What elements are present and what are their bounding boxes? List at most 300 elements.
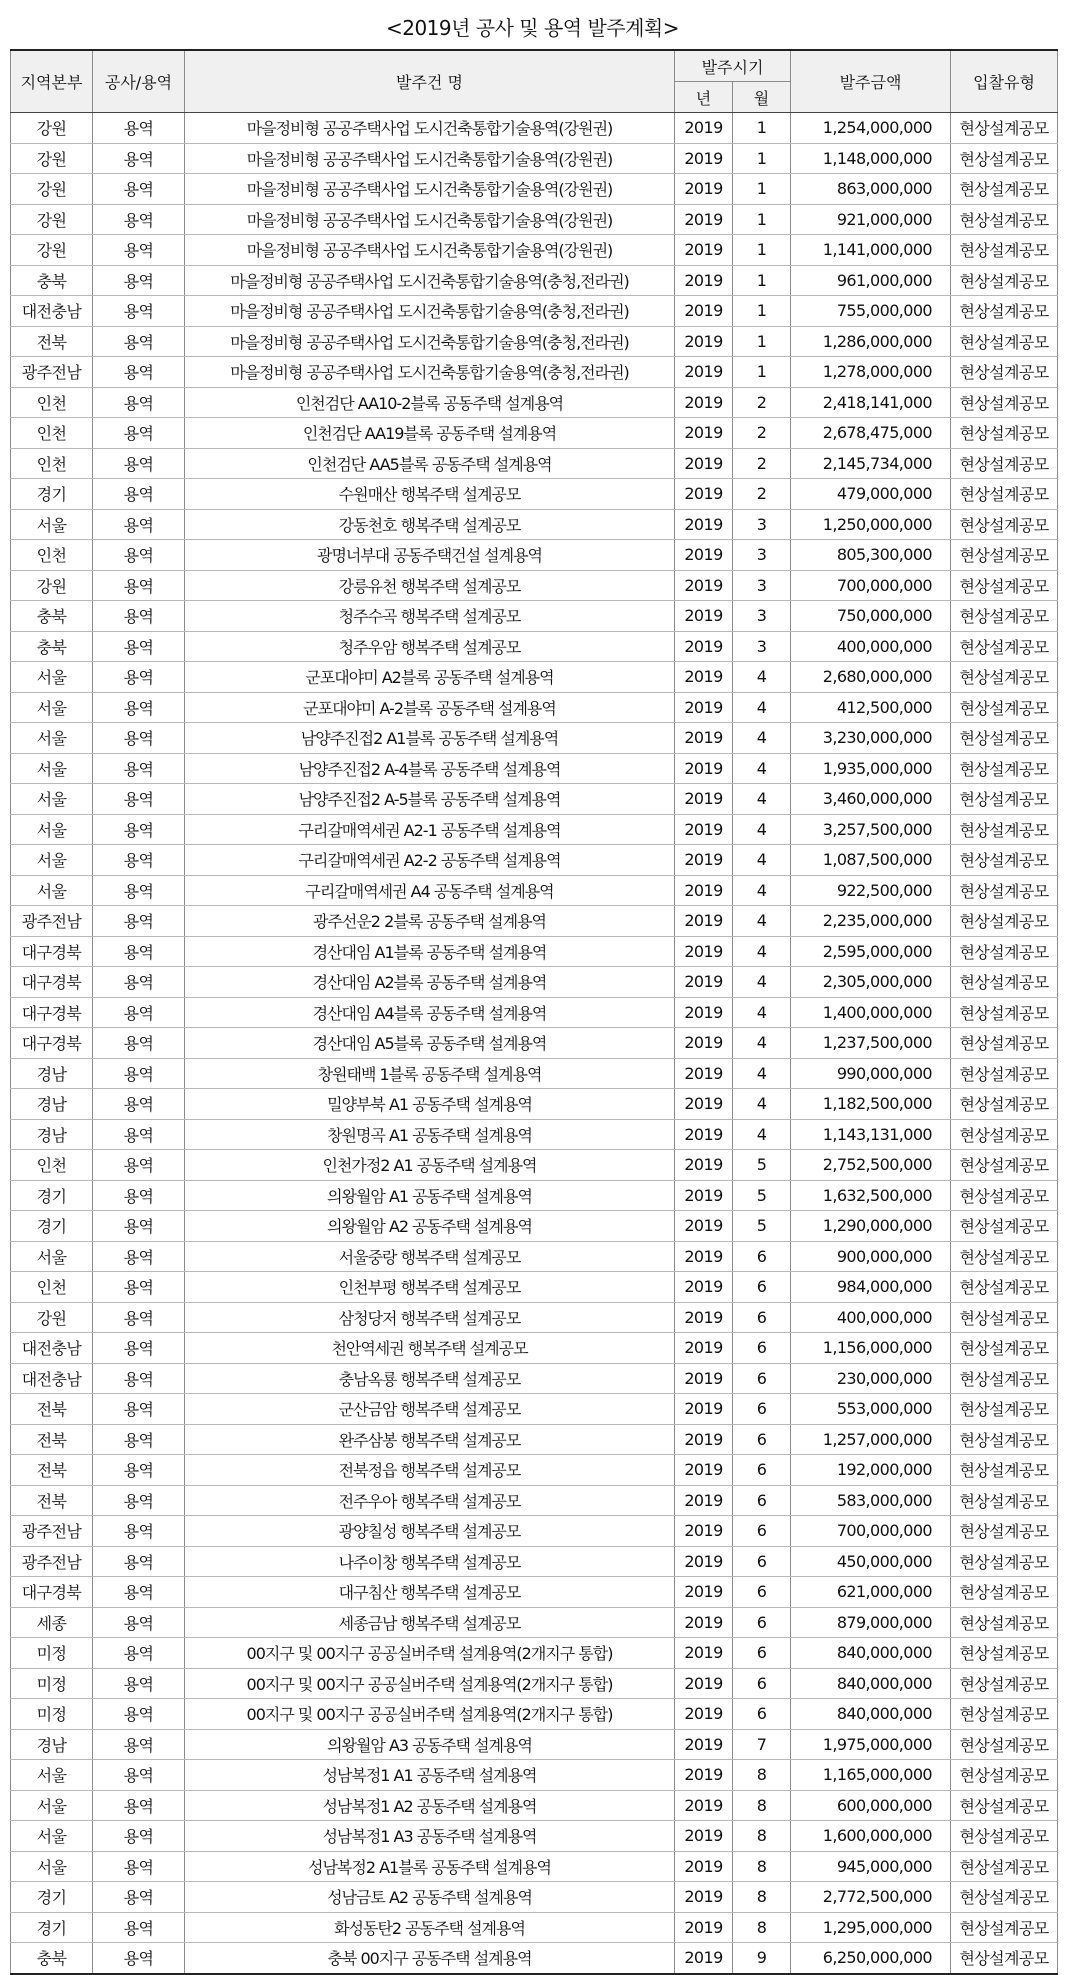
cell-year: 2019 xyxy=(675,174,733,205)
cell-amount: 3,230,000,000 xyxy=(791,723,951,754)
cell-region: 서울 xyxy=(11,723,93,754)
header-region: 지역본부 xyxy=(11,50,93,113)
cell-kind: 용역 xyxy=(93,1058,185,1089)
cell-month: 2 xyxy=(733,418,791,449)
cell-name: 남양주진접2 A-4블록 공동주택 설계용역 xyxy=(185,753,675,784)
cell-region: 서울 xyxy=(11,662,93,693)
cell-month: 4 xyxy=(733,1058,791,1089)
cell-bid-type: 현상설계공모 xyxy=(951,814,1058,845)
cell-name: 군포대야미 A2블록 공동주택 설계용역 xyxy=(185,662,675,693)
cell-year: 2019 xyxy=(675,936,733,967)
cell-year: 2019 xyxy=(675,235,733,266)
cell-amount: 1,237,500,000 xyxy=(791,1028,951,1059)
cell-bid-type: 현상설계공모 xyxy=(951,204,1058,235)
cell-kind: 용역 xyxy=(93,1638,185,1669)
cell-name: 의왕월암 A3 공동주택 설계용역 xyxy=(185,1729,675,1760)
cell-kind: 용역 xyxy=(93,418,185,449)
cell-month: 6 xyxy=(733,1577,791,1608)
cell-year: 2019 xyxy=(675,967,733,998)
cell-amount: 2,678,475,000 xyxy=(791,418,951,449)
cell-month: 6 xyxy=(733,1455,791,1486)
cell-name: 화성동탄2 공동주택 설계용역 xyxy=(185,1912,675,1943)
cell-amount: 583,000,000 xyxy=(791,1485,951,1516)
cell-bid-type: 현상설계공모 xyxy=(951,1302,1058,1333)
cell-month: 1 xyxy=(733,204,791,235)
cell-amount: 1,935,000,000 xyxy=(791,753,951,784)
cell-amount: 863,000,000 xyxy=(791,174,951,205)
table-row xyxy=(11,1363,1058,1394)
cell-region: 서울 xyxy=(11,753,93,784)
cell-year: 2019 xyxy=(675,1150,733,1181)
table-row xyxy=(11,1668,1058,1699)
cell-name: 00지구 및 00지구 공공실버주택 설계용역(2개지구 통합) xyxy=(185,1638,675,1669)
cell-amount: 922,500,000 xyxy=(791,875,951,906)
cell-month: 7 xyxy=(733,1729,791,1760)
cell-year: 2019 xyxy=(675,1180,733,1211)
cell-region: 대전충남 xyxy=(11,1333,93,1364)
cell-name: 마을정비형 공공주택사업 도시건축통합기술용역(충청,전라권) xyxy=(185,265,675,296)
cell-region: 전북 xyxy=(11,1424,93,1455)
cell-name: 인천검단 AA19블록 공동주택 설계용역 xyxy=(185,418,675,449)
cell-region: 인천 xyxy=(11,1272,93,1303)
table-row xyxy=(11,1302,1058,1333)
table-row xyxy=(11,1577,1058,1608)
cell-month: 6 xyxy=(733,1363,791,1394)
cell-name: 경산대임 A5블록 공동주택 설계용역 xyxy=(185,1028,675,1059)
cell-year: 2019 xyxy=(675,845,733,876)
cell-year: 2019 xyxy=(675,448,733,479)
cell-year: 2019 xyxy=(675,113,733,144)
cell-name: 군산금암 행복주택 설계공모 xyxy=(185,1394,675,1425)
cell-amount: 400,000,000 xyxy=(791,631,951,662)
cell-name: 마을정비형 공공주택사업 도시건축통합기술용역(충청,전라권) xyxy=(185,357,675,388)
cell-region: 강원 xyxy=(11,235,93,266)
cell-month: 8 xyxy=(733,1790,791,1821)
cell-amount: 230,000,000 xyxy=(791,1363,951,1394)
cell-month: 4 xyxy=(733,875,791,906)
cell-bid-type: 현상설계공모 xyxy=(951,1943,1058,1974)
cell-amount: 900,000,000 xyxy=(791,1241,951,1272)
cell-year: 2019 xyxy=(675,1394,733,1425)
cell-bid-type: 현상설계공모 xyxy=(951,113,1058,144)
cell-bid-type: 현상설계공모 xyxy=(951,326,1058,357)
cell-name: 천안역세권 행복주택 설계공모 xyxy=(185,1333,675,1364)
cell-month: 6 xyxy=(733,1424,791,1455)
cell-bid-type: 현상설계공모 xyxy=(951,1333,1058,1364)
cell-name: 인천검단 AA10-2블록 공동주택 설계용역 xyxy=(185,387,675,418)
header-amount: 발주금액 xyxy=(791,50,951,113)
cell-kind: 용역 xyxy=(93,936,185,967)
cell-amount: 192,000,000 xyxy=(791,1455,951,1486)
cell-kind: 용역 xyxy=(93,113,185,144)
cell-name: 인천가정2 A1 공동주택 설계용역 xyxy=(185,1150,675,1181)
cell-name: 강릉유천 행복주택 설계공모 xyxy=(185,570,675,601)
cell-kind: 용역 xyxy=(93,1180,185,1211)
cell-bid-type: 현상설계공모 xyxy=(951,1119,1058,1150)
cell-region: 서울 xyxy=(11,1760,93,1791)
table-row xyxy=(11,143,1058,174)
cell-region: 경기 xyxy=(11,1912,93,1943)
cell-kind: 용역 xyxy=(93,1577,185,1608)
cell-amount: 750,000,000 xyxy=(791,601,951,632)
cell-year: 2019 xyxy=(675,1211,733,1242)
table-row xyxy=(11,387,1058,418)
cell-bid-type: 현상설계공모 xyxy=(951,967,1058,998)
cell-region: 강원 xyxy=(11,570,93,601)
table-row xyxy=(11,418,1058,449)
cell-name: 광주선운2 2블록 공동주택 설계용역 xyxy=(185,906,675,937)
cell-year: 2019 xyxy=(675,570,733,601)
cell-kind: 용역 xyxy=(93,997,185,1028)
cell-year: 2019 xyxy=(675,1729,733,1760)
cell-bid-type: 현상설계공모 xyxy=(951,1546,1058,1577)
cell-bid-type: 현상설계공모 xyxy=(951,692,1058,723)
cell-year: 2019 xyxy=(675,1943,733,1974)
cell-amount: 961,000,000 xyxy=(791,265,951,296)
cell-month: 4 xyxy=(733,1089,791,1120)
cell-bid-type: 현상설계공모 xyxy=(951,1577,1058,1608)
cell-year: 2019 xyxy=(675,1363,733,1394)
cell-kind: 용역 xyxy=(93,723,185,754)
cell-amount: 1,156,000,000 xyxy=(791,1333,951,1364)
cell-amount: 1,087,500,000 xyxy=(791,845,951,876)
cell-month: 4 xyxy=(733,753,791,784)
table-row xyxy=(11,1424,1058,1455)
cell-year: 2019 xyxy=(675,1424,733,1455)
cell-month: 6 xyxy=(733,1699,791,1730)
cell-kind: 용역 xyxy=(93,1516,185,1547)
cell-name: 나주이창 행복주택 설계공모 xyxy=(185,1546,675,1577)
cell-month: 5 xyxy=(733,1150,791,1181)
cell-amount: 1,141,000,000 xyxy=(791,235,951,266)
cell-year: 2019 xyxy=(675,1760,733,1791)
cell-month: 4 xyxy=(733,1119,791,1150)
cell-region: 인천 xyxy=(11,387,93,418)
table-row xyxy=(11,1882,1058,1913)
cell-bid-type: 현상설계공모 xyxy=(951,997,1058,1028)
cell-name: 청주수곡 행복주택 설계공모 xyxy=(185,601,675,632)
table-row xyxy=(11,1333,1058,1364)
cell-region: 서울 xyxy=(11,1851,93,1882)
cell-region: 광주전남 xyxy=(11,357,93,388)
cell-amount: 879,000,000 xyxy=(791,1607,951,1638)
cell-amount: 1,290,000,000 xyxy=(791,1211,951,1242)
cell-amount: 1,182,500,000 xyxy=(791,1089,951,1120)
cell-bid-type: 현상설계공모 xyxy=(951,753,1058,784)
table-row xyxy=(11,265,1058,296)
cell-bid-type: 현상설계공모 xyxy=(951,387,1058,418)
cell-amount: 2,305,000,000 xyxy=(791,967,951,998)
table-row xyxy=(11,1821,1058,1852)
cell-amount: 1,257,000,000 xyxy=(791,1424,951,1455)
cell-year: 2019 xyxy=(675,357,733,388)
cell-month: 6 xyxy=(733,1516,791,1547)
cell-kind: 용역 xyxy=(93,753,185,784)
cell-kind: 용역 xyxy=(93,1668,185,1699)
cell-kind: 용역 xyxy=(93,1241,185,1272)
cell-year: 2019 xyxy=(675,662,733,693)
cell-name: 전주우아 행복주택 설계공모 xyxy=(185,1485,675,1516)
table-row xyxy=(11,692,1058,723)
cell-kind: 용역 xyxy=(93,235,185,266)
cell-region: 서울 xyxy=(11,784,93,815)
cell-year: 2019 xyxy=(675,1821,733,1852)
table-row xyxy=(11,1912,1058,1943)
cell-name: 마을정비형 공공주택사업 도시건축통합기술용역(충청,전라권) xyxy=(185,326,675,357)
table-row xyxy=(11,326,1058,357)
cell-region: 서울 xyxy=(11,875,93,906)
cell-region: 미정 xyxy=(11,1699,93,1730)
table-row xyxy=(11,113,1058,144)
cell-year: 2019 xyxy=(675,1577,733,1608)
cell-region: 대구경북 xyxy=(11,1028,93,1059)
cell-region: 경기 xyxy=(11,1180,93,1211)
cell-month: 4 xyxy=(733,967,791,998)
cell-name: 마을정비형 공공주택사업 도시건축통합기술용역(강원권) xyxy=(185,143,675,174)
cell-month: 6 xyxy=(733,1333,791,1364)
cell-name: 청주우암 행복주택 설계공모 xyxy=(185,631,675,662)
cell-month: 8 xyxy=(733,1760,791,1791)
cell-region: 강원 xyxy=(11,174,93,205)
cell-name: 성남복정2 A1블록 공동주택 설계용역 xyxy=(185,1851,675,1882)
cell-amount: 2,772,500,000 xyxy=(791,1882,951,1913)
table-row xyxy=(11,1150,1058,1181)
header-name: 발주건 명 xyxy=(185,50,675,113)
table-row xyxy=(11,1058,1058,1089)
cell-amount: 840,000,000 xyxy=(791,1668,951,1699)
cell-month: 3 xyxy=(733,509,791,540)
cell-name: 구리갈매역세권 A2-1 공동주택 설계용역 xyxy=(185,814,675,845)
cell-bid-type: 현상설계공모 xyxy=(951,143,1058,174)
cell-kind: 용역 xyxy=(93,1790,185,1821)
cell-kind: 용역 xyxy=(93,1607,185,1638)
cell-kind: 용역 xyxy=(93,326,185,357)
cell-amount: 479,000,000 xyxy=(791,479,951,510)
cell-amount: 2,145,734,000 xyxy=(791,448,951,479)
cell-year: 2019 xyxy=(675,1028,733,1059)
cell-bid-type: 현상설계공모 xyxy=(951,1394,1058,1425)
cell-bid-type: 현상설계공모 xyxy=(951,601,1058,632)
cell-year: 2019 xyxy=(675,509,733,540)
cell-region: 충북 xyxy=(11,265,93,296)
cell-name: 충남옥룡 행복주택 설계공모 xyxy=(185,1363,675,1394)
cell-year: 2019 xyxy=(675,1912,733,1943)
cell-year: 2019 xyxy=(675,143,733,174)
cell-name: 마을정비형 공공주택사업 도시건축통합기술용역(강원권) xyxy=(185,113,675,144)
cell-kind: 용역 xyxy=(93,906,185,937)
cell-month: 2 xyxy=(733,448,791,479)
cell-kind: 용역 xyxy=(93,204,185,235)
cell-bid-type: 현상설계공모 xyxy=(951,1821,1058,1852)
cell-year: 2019 xyxy=(675,723,733,754)
table-row xyxy=(11,1394,1058,1425)
cell-region: 대전충남 xyxy=(11,296,93,327)
cell-month: 4 xyxy=(733,723,791,754)
cell-month: 5 xyxy=(733,1211,791,1242)
cell-month: 2 xyxy=(733,387,791,418)
cell-month: 1 xyxy=(733,296,791,327)
cell-region: 미정 xyxy=(11,1668,93,1699)
cell-kind: 용역 xyxy=(93,357,185,388)
cell-month: 4 xyxy=(733,784,791,815)
cell-region: 광주전남 xyxy=(11,906,93,937)
cell-region: 경남 xyxy=(11,1729,93,1760)
table-row xyxy=(11,662,1058,693)
cell-bid-type: 현상설계공모 xyxy=(951,1516,1058,1547)
table-row xyxy=(11,479,1058,510)
cell-month: 6 xyxy=(733,1607,791,1638)
cell-amount: 6,250,000,000 xyxy=(791,1943,951,1974)
cell-bid-type: 현상설계공모 xyxy=(951,1485,1058,1516)
cell-amount: 984,000,000 xyxy=(791,1272,951,1303)
cell-name: 00지구 및 00지구 공공실버주택 설계용역(2개지구 통합) xyxy=(185,1668,675,1699)
cell-bid-type: 현상설계공모 xyxy=(951,1150,1058,1181)
cell-amount: 1,600,000,000 xyxy=(791,1821,951,1852)
cell-kind: 용역 xyxy=(93,1821,185,1852)
cell-year: 2019 xyxy=(675,1485,733,1516)
cell-amount: 1,286,000,000 xyxy=(791,326,951,357)
cell-amount: 2,595,000,000 xyxy=(791,936,951,967)
cell-kind: 용역 xyxy=(93,448,185,479)
cell-region: 인천 xyxy=(11,540,93,571)
cell-name: 경산대임 A2블록 공동주택 설계용역 xyxy=(185,967,675,998)
cell-bid-type: 현상설계공모 xyxy=(951,723,1058,754)
cell-bid-type: 현상설계공모 xyxy=(951,1211,1058,1242)
cell-amount: 1,148,000,000 xyxy=(791,143,951,174)
cell-amount: 1,295,000,000 xyxy=(791,1912,951,1943)
cell-name: 의왕월암 A2 공동주택 설계용역 xyxy=(185,1211,675,1242)
table-row xyxy=(11,1729,1058,1760)
cell-name: 의왕월암 A1 공동주택 설계용역 xyxy=(185,1180,675,1211)
cell-amount: 400,000,000 xyxy=(791,1302,951,1333)
cell-bid-type: 현상설계공모 xyxy=(951,1882,1058,1913)
cell-month: 4 xyxy=(733,1028,791,1059)
cell-name: 삼청당저 행복주택 설계공모 xyxy=(185,1302,675,1333)
cell-month: 4 xyxy=(733,845,791,876)
cell-bid-type: 현상설계공모 xyxy=(951,1607,1058,1638)
cell-region: 서울 xyxy=(11,1241,93,1272)
cell-amount: 1,254,000,000 xyxy=(791,113,951,144)
cell-region: 세종 xyxy=(11,1607,93,1638)
table-row xyxy=(11,845,1058,876)
cell-amount: 2,680,000,000 xyxy=(791,662,951,693)
cell-kind: 용역 xyxy=(93,631,185,662)
cell-month: 3 xyxy=(733,631,791,662)
cell-year: 2019 xyxy=(675,296,733,327)
cell-kind: 용역 xyxy=(93,174,185,205)
cell-year: 2019 xyxy=(675,814,733,845)
table-row xyxy=(11,1180,1058,1211)
cell-region: 대구경북 xyxy=(11,997,93,1028)
table-row xyxy=(11,1272,1058,1303)
cell-amount: 921,000,000 xyxy=(791,204,951,235)
cell-name: 창원명곡 A1 공동주택 설계용역 xyxy=(185,1119,675,1150)
cell-year: 2019 xyxy=(675,326,733,357)
cell-bid-type: 현상설계공모 xyxy=(951,1729,1058,1760)
cell-bid-type: 현상설계공모 xyxy=(951,235,1058,266)
cell-year: 2019 xyxy=(675,387,733,418)
table-row xyxy=(11,906,1058,937)
cell-region: 대구경북 xyxy=(11,936,93,967)
header-kind: 공사/용역 xyxy=(93,50,185,113)
cell-bid-type: 현상설계공모 xyxy=(951,1668,1058,1699)
cell-region: 인천 xyxy=(11,1150,93,1181)
cell-bid-type: 현상설계공모 xyxy=(951,784,1058,815)
cell-year: 2019 xyxy=(675,1333,733,1364)
cell-year: 2019 xyxy=(675,692,733,723)
cell-bid-type: 현상설계공모 xyxy=(951,265,1058,296)
cell-name: 00지구 및 00지구 공공실버주택 설계용역(2개지구 통합) xyxy=(185,1699,675,1730)
cell-year: 2019 xyxy=(675,784,733,815)
cell-year: 2019 xyxy=(675,540,733,571)
cell-amount: 990,000,000 xyxy=(791,1058,951,1089)
cell-region: 강원 xyxy=(11,1302,93,1333)
cell-amount: 1,400,000,000 xyxy=(791,997,951,1028)
cell-kind: 용역 xyxy=(93,540,185,571)
cell-kind: 용역 xyxy=(93,814,185,845)
cell-bid-type: 현상설계공모 xyxy=(951,357,1058,388)
cell-bid-type: 현상설계공모 xyxy=(951,479,1058,510)
cell-region: 충북 xyxy=(11,1943,93,1974)
cell-region: 경기 xyxy=(11,1882,93,1913)
cell-bid-type: 현상설계공모 xyxy=(951,509,1058,540)
cell-year: 2019 xyxy=(675,418,733,449)
cell-year: 2019 xyxy=(675,479,733,510)
cell-month: 1 xyxy=(733,143,791,174)
cell-kind: 용역 xyxy=(93,1119,185,1150)
table-row xyxy=(11,1851,1058,1882)
cell-bid-type: 현상설계공모 xyxy=(951,1089,1058,1120)
cell-region: 광주전남 xyxy=(11,1546,93,1577)
cell-amount: 840,000,000 xyxy=(791,1699,951,1730)
cell-kind: 용역 xyxy=(93,1760,185,1791)
table-row xyxy=(11,997,1058,1028)
cell-kind: 용역 xyxy=(93,1882,185,1913)
page-title: <2019년 공사 및 용역 발주계획> xyxy=(385,16,680,40)
header-period: 발주시기 xyxy=(675,50,791,82)
cell-kind: 용역 xyxy=(93,1424,185,1455)
cell-name: 성남복정1 A3 공동주택 설계용역 xyxy=(185,1821,675,1852)
cell-region: 충북 xyxy=(11,601,93,632)
cell-region: 대구경북 xyxy=(11,967,93,998)
cell-name: 남양주진접2 A-5블록 공동주택 설계용역 xyxy=(185,784,675,815)
table-row xyxy=(11,753,1058,784)
cell-kind: 용역 xyxy=(93,1150,185,1181)
cell-kind: 용역 xyxy=(93,479,185,510)
cell-region: 전북 xyxy=(11,326,93,357)
cell-amount: 2,235,000,000 xyxy=(791,906,951,937)
cell-bid-type: 현상설계공모 xyxy=(951,1363,1058,1394)
cell-name: 세종금남 행복주택 설계공모 xyxy=(185,1607,675,1638)
cell-bid-type: 현상설계공모 xyxy=(951,540,1058,571)
cell-region: 서울 xyxy=(11,692,93,723)
cell-kind: 용역 xyxy=(93,1333,185,1364)
table-row xyxy=(11,936,1058,967)
cell-kind: 용역 xyxy=(93,1699,185,1730)
cell-month: 6 xyxy=(733,1272,791,1303)
cell-name: 충북 00지구 공동주택 설계용역 xyxy=(185,1943,675,1974)
table-row xyxy=(11,204,1058,235)
cell-month: 8 xyxy=(733,1882,791,1913)
cell-kind: 용역 xyxy=(93,1912,185,1943)
table-row xyxy=(11,1546,1058,1577)
cell-year: 2019 xyxy=(675,1302,733,1333)
cell-year: 2019 xyxy=(675,1272,733,1303)
header-month: 월 xyxy=(733,82,791,113)
table-row xyxy=(11,1455,1058,1486)
cell-kind: 용역 xyxy=(93,967,185,998)
cell-month: 6 xyxy=(733,1546,791,1577)
